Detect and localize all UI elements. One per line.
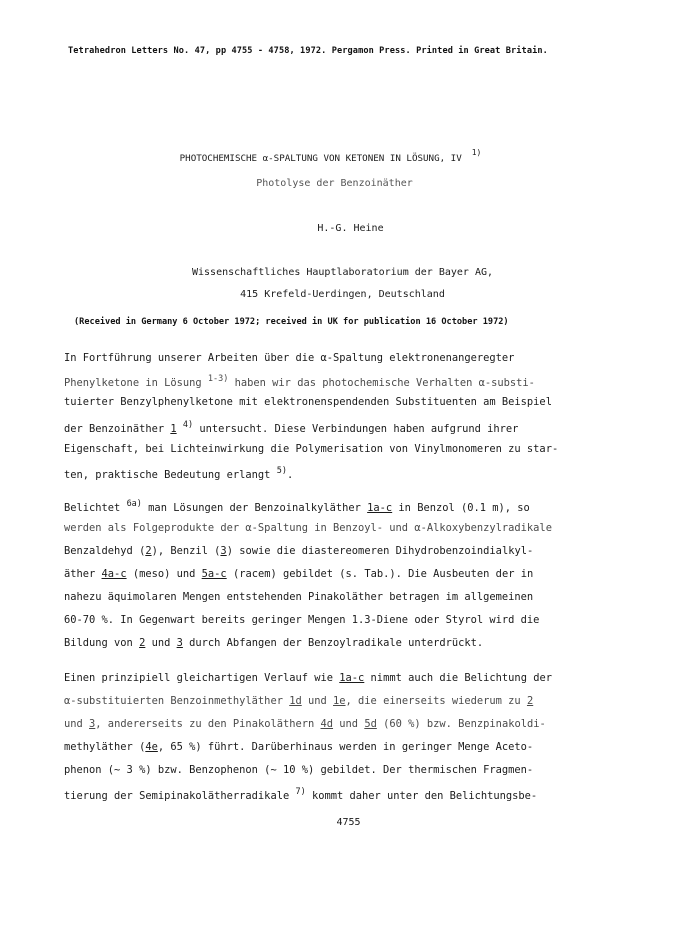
paragraph-2-line-4 <box>64 568 533 580</box>
text-run: nimmt auch die Belichtung der <box>364 672 552 684</box>
paragraph-1-line-2 <box>64 374 535 389</box>
article-title <box>0 148 667 164</box>
text-run: und <box>301 695 334 707</box>
text-run: werden als Folgeprodukte der α-Spaltung in Benzoyl- und α-Alkoxybenzylradikale <box>64 522 552 534</box>
text-run: Bildung von <box>64 637 140 649</box>
paragraph-2-line-3 <box>64 545 533 557</box>
article-title-text: PHOTOCHEMISCHE α-SPALTUNG VON KETONEN IN LÖSUNG, IV <box>179 153 462 164</box>
text-run: untersucht. Diese Verbindungen haben aufgrund ihrer <box>193 423 519 435</box>
paragraph-1-line-5 <box>64 443 558 455</box>
reference-marker: 4) <box>182 420 194 430</box>
text-run: haben wir das photochemische Verhalten α-substi- <box>228 377 535 389</box>
author-name: H.-G. Heine <box>317 223 384 234</box>
received-dates: (Received in Germany 6 October 1972; received in UK for publication 16 October 1972) <box>74 317 509 327</box>
text-run: tierung der Semipinakolätherradikale <box>64 790 296 802</box>
text-run: (racem) gebildet (s. Tab.). Die Ausbeuten der in <box>226 568 534 580</box>
text-run: Einen prinzipiell gleichartigen Verlauf wie <box>64 672 340 684</box>
text-run: und <box>333 718 365 730</box>
text-run: ) sowie die diastereomeren Dihydrobenzoindialkyl- <box>226 545 534 557</box>
text-run: (meso) und <box>126 568 202 580</box>
paragraph-3-line-1 <box>64 672 552 684</box>
compound-number: 1a-c <box>367 502 393 514</box>
paragraph-3-line-5 <box>64 764 533 776</box>
text-run: tuierter Benzylphenylketone mit elektronenspendenden Substituenten am Beispiel <box>64 396 552 408</box>
text-run: Belichtet <box>64 502 127 514</box>
reference-marker: 5) <box>276 466 287 476</box>
paragraph-3-line-3 <box>64 718 546 730</box>
text-run: in Benzol (0.1 m), so <box>392 502 530 514</box>
journal-citation-header: Tetrahedron Letters No. 47, pp 4755 - 4758, 1972. Pergamon Press. Printed in Great Britain. <box>68 46 548 56</box>
paragraph-1-line-1 <box>64 352 514 364</box>
compound-number: 5d <box>364 718 377 730</box>
text-run: äther <box>64 568 102 580</box>
text-run: kommt daher unter den Belichtungsbe- <box>305 790 538 802</box>
title-footnote-ref: 1) <box>471 148 482 157</box>
compound-number: 2 <box>526 695 534 707</box>
affiliation-line-2: 415 Krefeld-Uerdingen, Deutschland <box>240 289 445 300</box>
compound-number: 4d <box>320 718 334 730</box>
compound-number: 4a-c <box>101 568 127 580</box>
compound-number: 1a-c <box>339 672 365 684</box>
text-run: man Lösungen der Benzoinalkyläther <box>141 502 368 514</box>
text-run: durch Abfangen der Benzoylradikale unterdrückt. <box>182 637 484 649</box>
compound-number: 1 <box>170 423 177 435</box>
reference-marker: 6a) <box>126 499 142 509</box>
text-run: , andererseits zu den Pinakoläthern <box>95 718 321 730</box>
paragraph-1-line-6 <box>64 466 293 481</box>
text-run: 60-70 %. In Gegenwart bereits geringer Mengen 1.3-Diene oder Styrol wird die <box>64 614 540 626</box>
compound-number: 2 <box>145 545 152 557</box>
text-run: ten, praktische Bedeutung erlangt <box>64 469 277 481</box>
text-run: und <box>64 718 90 730</box>
compound-number: 1e <box>333 695 346 707</box>
text-run: . <box>286 469 294 481</box>
paragraph-3-line-6 <box>64 787 537 802</box>
text-run: , 65 %) führt. Darüberhinaus werden in geringer Menge Aceto- <box>157 741 534 753</box>
text-run: ), Benzil ( <box>151 545 221 557</box>
text-run: phenon (~ 3 %) bzw. Benzophenon (~ 10 %) gebildet. Der thermischen Fragmen- <box>64 764 534 776</box>
reference-marker: 7) <box>295 787 306 797</box>
paragraph-2-line-7 <box>64 637 483 649</box>
text-run: , die einerseits wiederum zu <box>345 695 527 707</box>
text-run: und <box>145 637 177 649</box>
paragraph-2-line-2 <box>64 522 552 534</box>
compound-number: 1d <box>289 695 302 707</box>
paragraph-3-line-4 <box>64 741 533 753</box>
paragraph-2-line-6 <box>64 614 539 626</box>
article-subtitle: Photolyse der Benzoinäther <box>256 178 413 189</box>
reference-marker: 1-3) <box>207 374 229 384</box>
compound-number: 2 <box>139 637 146 649</box>
compound-number: 5a-c <box>201 568 227 580</box>
compound-number: 3 <box>176 637 183 649</box>
text-run: α-substituierten Benzoinmethyläther <box>64 695 290 707</box>
affiliation-line-1: Wissenschaftliches Hauptlaboratorium der Bayer AG, <box>191 267 494 278</box>
text-run: (60 %) bzw. Benzpinakoldi- <box>376 718 546 730</box>
text-run: Benzaldehyd ( <box>64 545 146 557</box>
compound-number: 4e <box>145 741 158 753</box>
text-run: Phenylketone in Lösung <box>64 377 208 389</box>
text-run: der Benzoinäther <box>64 423 171 435</box>
paragraph-1-line-4 <box>64 420 518 435</box>
compound-number: 3 <box>89 718 96 730</box>
paragraph-2-line-5 <box>64 591 533 603</box>
text-run: In Fortführung unserer Arbeiten über die α-Spaltung elektronenangeregter <box>64 352 515 364</box>
page-number: 4755 <box>336 817 361 828</box>
paragraph-3-line-2 <box>64 695 533 707</box>
text-run: methyläther ( <box>64 741 146 753</box>
compound-number: 3 <box>220 545 227 557</box>
text-run: nahezu äquimolaren Mengen entstehenden Pinakoläther betragen im allgemeinen <box>64 591 534 603</box>
text-run: Eigenschaft, bei Lichteinwirkung die Polymerisation von Vinylmonomeren zu star- <box>64 443 559 455</box>
paragraph-1-line-3 <box>64 396 552 408</box>
paragraph-2-line-1 <box>64 499 530 514</box>
